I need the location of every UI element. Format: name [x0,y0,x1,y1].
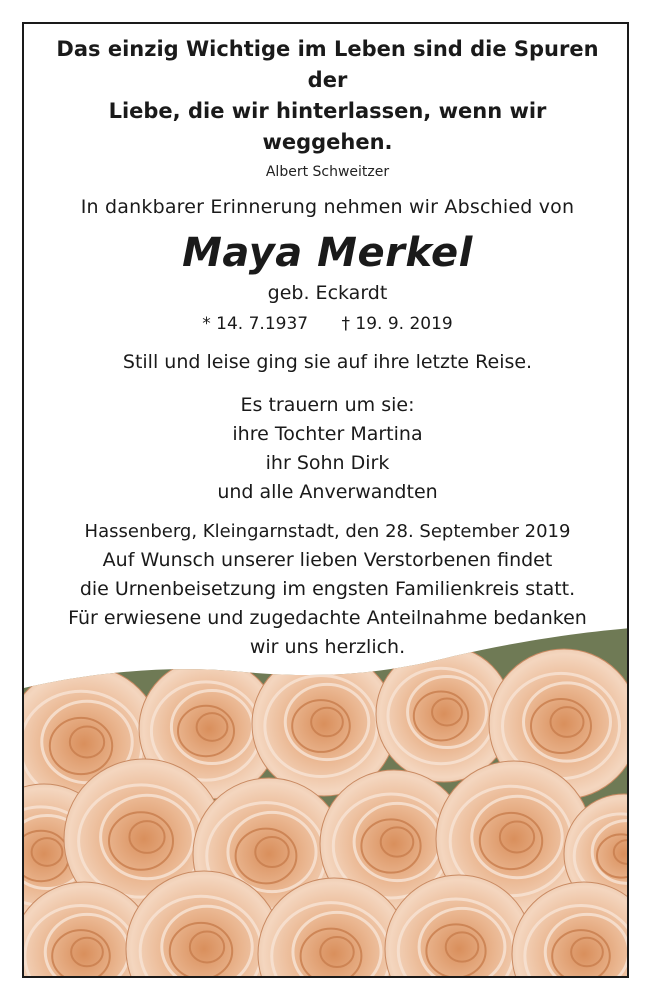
notice-line: Für erwiesene und zugedachte Anteilnahme bedanken [68,607,587,629]
quote [42,34,613,158]
deceased-name: Maya Merkel [182,230,473,276]
quote-line-2: Liebe, die wir hinterlassen, wenn wir weggehen. [108,99,547,154]
funeral-notice [24,546,629,662]
mourners-heading: Es trauern um sie: [240,394,415,416]
mourner-line: ihr Sohn Dirk [265,452,390,474]
death-date: † 19. 9. 2019 [341,314,453,334]
mourner-line: ihre Tochter Martina [232,423,423,445]
notice-line: die Urnenbeisetzung im engsten Familienkreis statt. [79,578,576,600]
birth-date: * 14. 7.1937 [202,314,309,334]
quote-line-1: Das einzig Wichtige im Leben sind die Spuren der [56,37,599,92]
obituary-text [24,24,629,662]
mourner-line: und alle Anverwandten [217,481,438,503]
intro-text: In dankbarer Erinnerung nehmen wir Abschied von [80,196,575,218]
subtitle: Still und leise ging sie auf ihre letzte Reise. [122,351,533,373]
notice-line: Auf Wunsch unserer lieben Verstorbenen findet [102,549,553,571]
quote-author: Albert Schweitzer [265,164,390,180]
mourners [24,391,629,507]
place-date: Hassenberg, Kleingarnstadt, den 28. September 2019 [84,521,571,542]
life-dates [24,314,629,334]
maiden-name: geb. Eckardt [267,282,388,304]
obituary-frame [22,22,629,978]
notice-line: wir uns herzlich. [249,636,406,658]
